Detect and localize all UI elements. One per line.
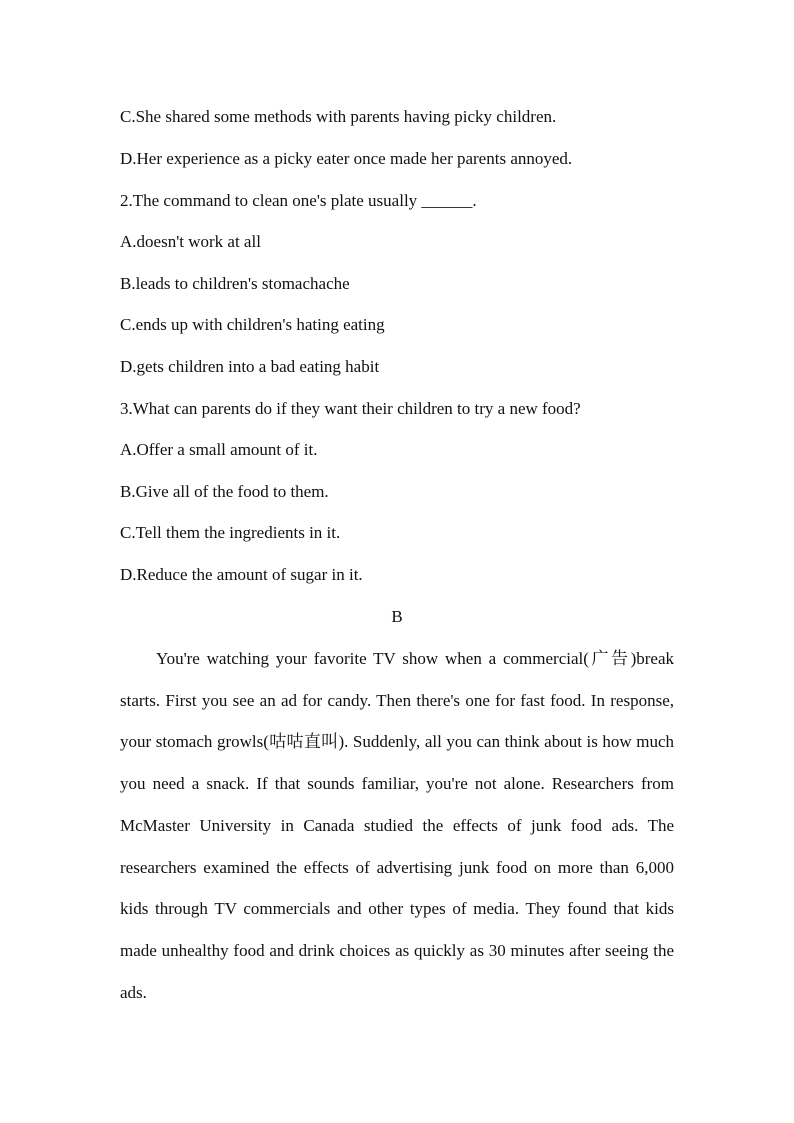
q2-option-d: D.gets children into a bad eating habit	[120, 357, 380, 376]
q1-option-c: C.She shared some methods with parents having picky children.	[120, 107, 557, 126]
q3-option-b: B.Give all of the food to them.	[120, 482, 329, 501]
q3-option-d: D.Reduce the amount of sugar in it.	[120, 565, 363, 584]
q3-option-c: C.Tell them the ingredients in it.	[120, 523, 341, 542]
q2-option-b: B.leads to children's stomachache	[120, 274, 350, 293]
q3-option-a: A.Offer a small amount of it.	[120, 440, 318, 459]
section-heading-b: B	[391, 607, 403, 626]
q2-option-c: C.ends up with children's hating eating	[120, 315, 385, 334]
q2-stem: 2.The command to clean one's plate usually ______.	[120, 191, 477, 210]
q1-option-d: D.Her experience as a picky eater once made her parents annoyed.	[120, 149, 573, 168]
q3-stem: 3.What can parents do if they want their children to try a new food?	[120, 399, 581, 418]
section-b-paragraph: You're watching your favorite TV show when a commercial(广告)break starts. First you see an ad for candy. Then there's one for fast food. In response, your stomach growls(咕咕直叫). Suddenly, all you can think about is how much you need a snack. If that sounds familiar, you're not alone. Researchers from McMaster University in Canada studied the effects of junk food ads. The researchers examined the effects of advertising junk food on more than 6,000 kids through TV commercials and other types of media. They found that kids made unhealthy food and drink choices as quickly as 30 minutes after seeing the ads.	[120, 649, 674, 1002]
q2-option-a: A.doesn't work at all	[120, 232, 261, 251]
